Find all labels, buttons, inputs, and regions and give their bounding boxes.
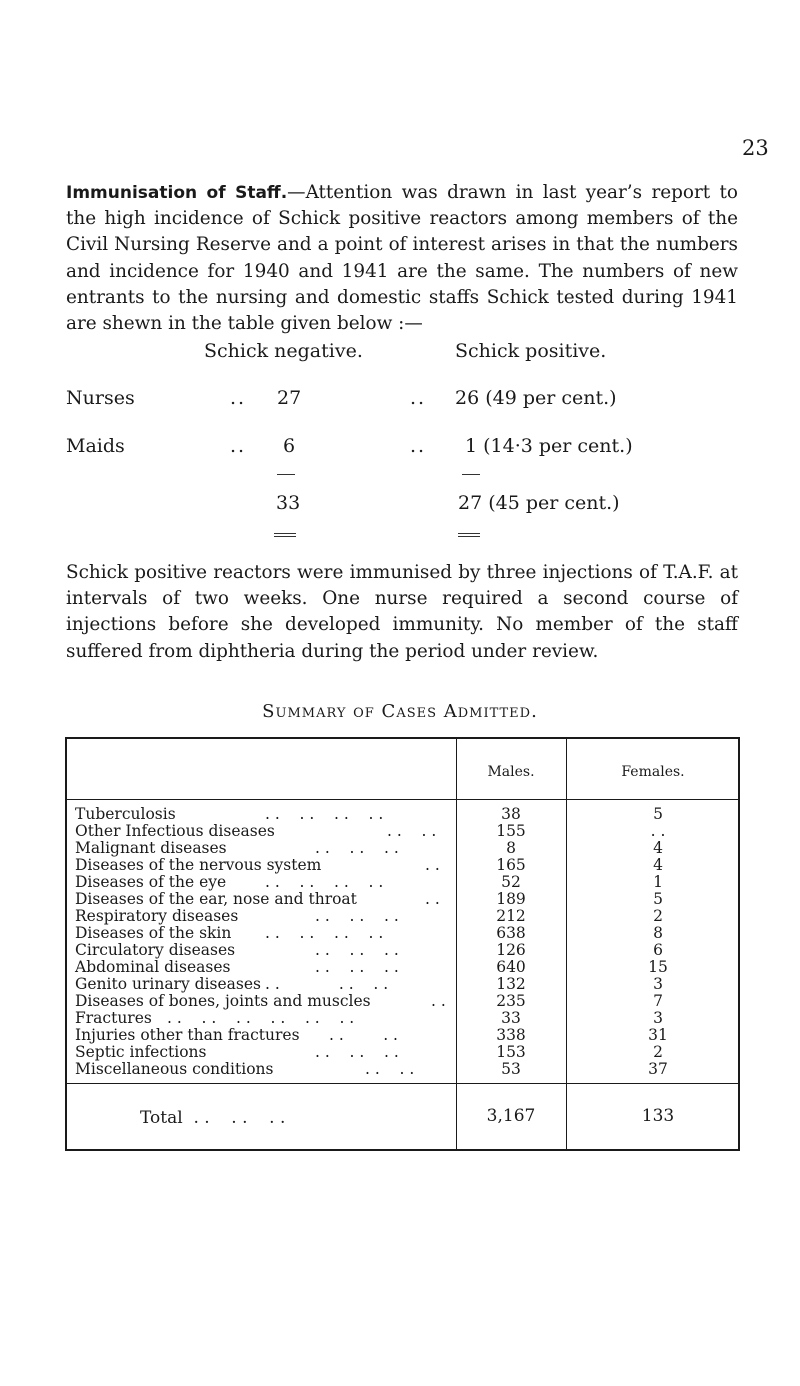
leader-dots: ..	[230, 387, 247, 409]
females-value: 2	[653, 907, 663, 925]
males-value: 132	[496, 975, 526, 993]
males-value: 33	[501, 1009, 521, 1027]
schick-positive-value: 26 (49 per cent.)	[455, 387, 617, 409]
schick-row-label: Maids	[66, 435, 125, 457]
leader-dots: ..	[230, 435, 247, 457]
leader-dots: . . . . . . . .	[265, 873, 384, 891]
row-label: Septic infections	[75, 1043, 207, 1061]
females-value: 37	[648, 1060, 668, 1078]
females-value: 6	[653, 941, 663, 959]
page-number: 23	[742, 136, 769, 160]
schick-row-label: Nurses	[66, 387, 135, 409]
leader-dots: . . . . . .	[315, 941, 399, 959]
males-value: 126	[496, 941, 526, 959]
schick-negative-total: 33	[276, 492, 301, 514]
leader-dots: . . . . . . . . . . . .	[167, 1009, 355, 1027]
males-value: 212	[496, 907, 526, 925]
paragraph-body: —Attention was drawn in last year’s report to the high incidence of Schick positive reactors among members of the Civil Nursing Reserve and a point of interest arises in that the numbers and incidence for 1940 and 1941 are the same. The numbers of new entrants to the nursing and domestic staffs Schick tested during 1941 are shewn in the table given below :—	[66, 182, 739, 335]
row-label: Abdominal diseases	[75, 958, 231, 976]
leader-dots: . . . . . .	[315, 839, 399, 857]
leader-dots: . . . .	[365, 1060, 415, 1078]
row-label: Diseases of the eye	[75, 873, 227, 891]
males-value: 338	[496, 1026, 526, 1044]
females-value: . .	[650, 822, 666, 840]
row-label: Diseases of bones, joints and muscles	[75, 992, 371, 1010]
males-value: 8	[506, 839, 516, 857]
header-rule	[65, 799, 740, 800]
paragraph-reactors: Schick positive reactors were immunised by three injections of T.A.F. at intervals of two weeks. One nurse required a second course of injections before she developed immunity. No member of the staff suffered from diphtheria during the period under review.	[66, 562, 738, 662]
summary-title: Summary of Cases Admitted.	[262, 701, 538, 722]
row-label: Miscellaneous conditions	[75, 1060, 274, 1078]
leader-dots: . .	[425, 890, 440, 908]
males-value: 640	[496, 958, 526, 976]
row-label: Tuberculosis	[75, 805, 176, 823]
females-value: 5	[653, 890, 663, 908]
row-label: Other Infectious diseases	[75, 822, 275, 840]
row-label: Diseases of the ear, nose and throat	[75, 890, 357, 908]
females-value: 3	[653, 975, 663, 993]
leader-dots: . . . . . .	[315, 958, 399, 976]
total-rule	[65, 1083, 740, 1084]
leader-dots: . . . .	[387, 822, 437, 840]
leader-dots: . . . . . . . .	[265, 924, 384, 942]
females-value: 31	[648, 1026, 668, 1044]
leader-dots: . . . . . . . .	[265, 805, 384, 823]
row-label: Malignant diseases	[75, 839, 227, 857]
schick-positive-value: 1 (14·3 per cent.)	[465, 435, 633, 457]
females-header: Females.	[621, 764, 685, 780]
males-value: 165	[496, 856, 526, 874]
leader-dots: . . . . . .	[182, 1108, 286, 1128]
row-label: Circulatory diseases	[75, 941, 236, 959]
row-label: Respiratory diseases	[75, 907, 239, 925]
subtotal-rule	[277, 474, 295, 475]
schick-negative-value: 6	[283, 435, 296, 457]
females-total: 133	[641, 1106, 675, 1126]
row-label: Diseases of the skin	[75, 924, 232, 942]
schick-positive-header: Schick positive.	[455, 340, 607, 362]
females-value: 8	[653, 924, 663, 942]
males-total: 3,167	[486, 1106, 536, 1126]
males-value: 38	[501, 805, 521, 823]
row-label: Fractures	[75, 1009, 152, 1027]
males-value: 638	[496, 924, 526, 942]
females-value: 4	[653, 839, 663, 857]
total-double-rule	[458, 533, 480, 537]
females-value: 4	[653, 856, 663, 874]
leader-dots: . . . .	[329, 1026, 398, 1044]
row-label: Injuries other than fractures	[75, 1026, 300, 1044]
total-double-rule	[274, 533, 296, 537]
row-label: Diseases of the nervous system	[75, 856, 322, 874]
males-value: 189	[496, 890, 526, 908]
schick-positive-total: 27 (45 per cent.)	[458, 492, 620, 514]
females-value: 1	[653, 873, 663, 891]
leader-dots: . .	[425, 856, 440, 874]
leader-dots: . . . . . .	[315, 907, 399, 925]
paragraph-immunisation	[66, 180, 738, 337]
leader-dots: ..	[410, 435, 427, 457]
males-value: 235	[496, 992, 526, 1010]
total-label: Total	[140, 1108, 183, 1128]
leader-dots: . . . . . .	[265, 975, 389, 993]
paragraph-heading: Immunisation of Staff.	[66, 183, 288, 203]
males-value: 53	[501, 1060, 521, 1078]
females-value: 3	[653, 1009, 663, 1027]
males-header: Males.	[487, 764, 535, 780]
leader-dots: . . . . . .	[315, 1043, 399, 1061]
schick-negative-header: Schick negative.	[204, 340, 363, 362]
females-value: 15	[648, 958, 668, 976]
total-row-label	[140, 1108, 285, 1128]
females-value: 7	[653, 992, 663, 1010]
leader-dots: . .	[431, 992, 446, 1010]
males-value: 155	[496, 822, 526, 840]
subtotal-rule	[462, 474, 480, 475]
row-label: Genito urinary diseases	[75, 975, 261, 993]
females-value: 5	[653, 805, 663, 823]
males-value: 52	[501, 873, 521, 891]
females-value: 2	[653, 1043, 663, 1061]
males-value: 153	[496, 1043, 526, 1061]
schick-negative-value: 27	[277, 387, 302, 409]
leader-dots: ..	[410, 387, 427, 409]
